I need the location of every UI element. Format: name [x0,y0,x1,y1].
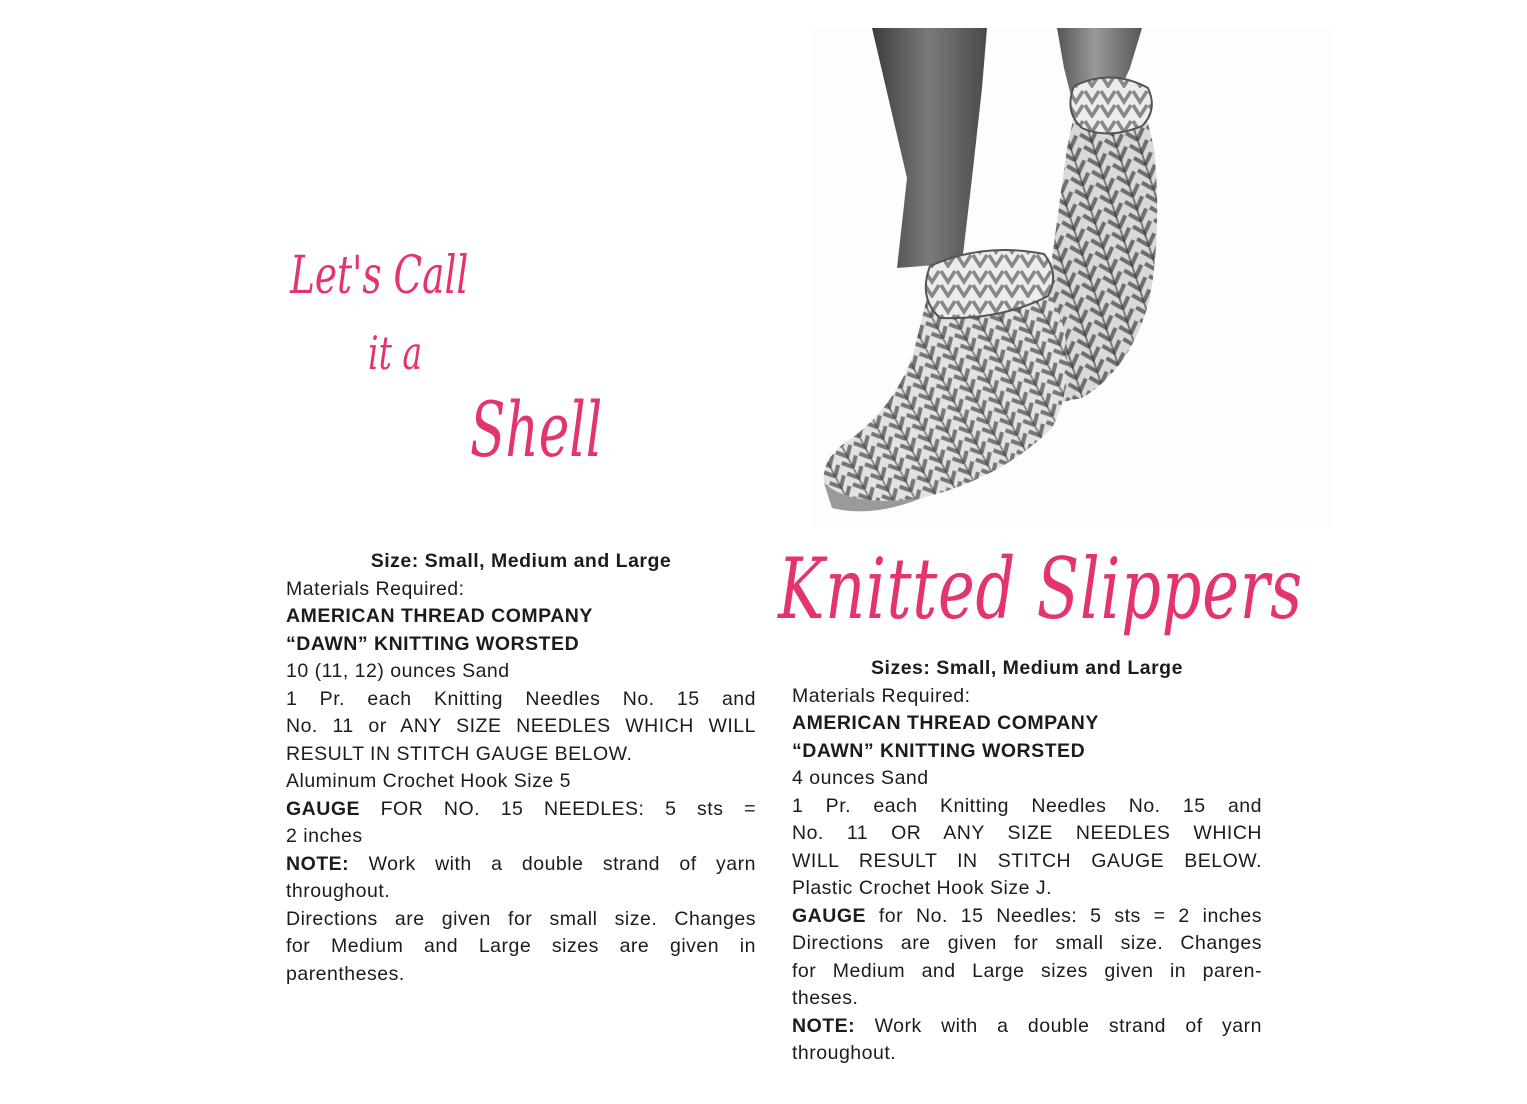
right-brand-line-1: AMERICAN THREAD COMPANY [792,712,1099,734]
right-needles-line-2: No. 11 OR ANY SIZE NEEDLES WHICH [792,822,1262,844]
left-needles-line-1: 1 Pr. each Knitting Needles No. 15 and [286,687,756,710]
left-needles-line-3: RESULT IN STITCH GAUGE BELOW. [286,742,633,765]
right-note-line-1 [792,1013,1262,1041]
right-gauge-line [792,903,1262,931]
left-brand-line-1: AMERICAN THREAD COMPANY [286,605,593,627]
right-note-label: NOTE: [792,1014,856,1037]
left-pattern-column [286,548,756,988]
right-size-heading: Sizes: Small, Medium and Large [871,657,1183,679]
right-gauge-label: GAUGE [792,904,867,927]
left-note-line-2: throughout. [286,880,391,902]
left-gauge-line-1 [286,796,756,824]
knit-slipper-photo-icon [812,28,1332,528]
left-gauge-text: FOR NO. 15 NEEDLES: 5 sts = [380,797,756,820]
right-yarn-amount: 4 ounces Sand [792,767,929,789]
right-brand-line-2: “DAWN” KNITTING WORSTED [792,739,1086,762]
left-materials-label: Materials Required: [286,577,465,600]
right-hook: Plastic Crochet Hook Size J. [792,877,1053,899]
right-title: Knitted Slippers [778,540,1303,638]
right-directions-line-3: theses. [792,987,859,1009]
right-gauge-text: for No. 15 Needles: 5 sts = 2 inches [878,904,1262,927]
left-gauge-label: GAUGE [286,797,361,820]
right-directions-line-2: for Medium and Large sizes given in paren- [792,959,1262,982]
left-size-heading: Size: Small, Medium and Large [370,550,672,572]
right-note-text: Work with a double strand of yarn [874,1014,1262,1037]
left-gauge-line-2: 2 inches [286,825,363,847]
left-note-label: NOTE: [286,852,350,875]
left-title-line-2: it a [368,326,423,380]
right-pattern-column [792,655,1262,1068]
left-brand-line-2: “DAWN” KNITTING WORSTED [286,632,580,655]
left-directions-line-1: Directions are given for small size. Changes [286,907,756,930]
left-hook: Aluminum Crochet Hook Size 5 [286,770,571,792]
left-yarn-amount: 10 (11, 12) ounces Sand [286,660,510,682]
right-needles-line-3: WILL RESULT IN STITCH GAUGE BELOW. [792,849,1262,872]
right-note-line-2: throughout. [792,1042,897,1064]
left-needles-line-2: No. 11 or ANY SIZE NEEDLES WHICH WILL [286,715,756,737]
right-materials-label: Materials Required: [792,684,971,707]
left-note-text: Work with a double strand of yarn [368,852,756,875]
left-note-line-1 [286,851,756,879]
right-directions-line-1: Directions are given for small size. Changes [792,932,1262,954]
left-title-line-1: Let's Call [290,246,469,306]
left-directions-line-2: for Medium and Large sizes are given in [286,935,756,957]
left-directions-line-3: parentheses. [286,962,405,985]
right-needles-line-1: 1 Pr. each Knitting Needles No. 15 and [792,794,1262,817]
left-title-line-3: Shell [470,385,603,474]
